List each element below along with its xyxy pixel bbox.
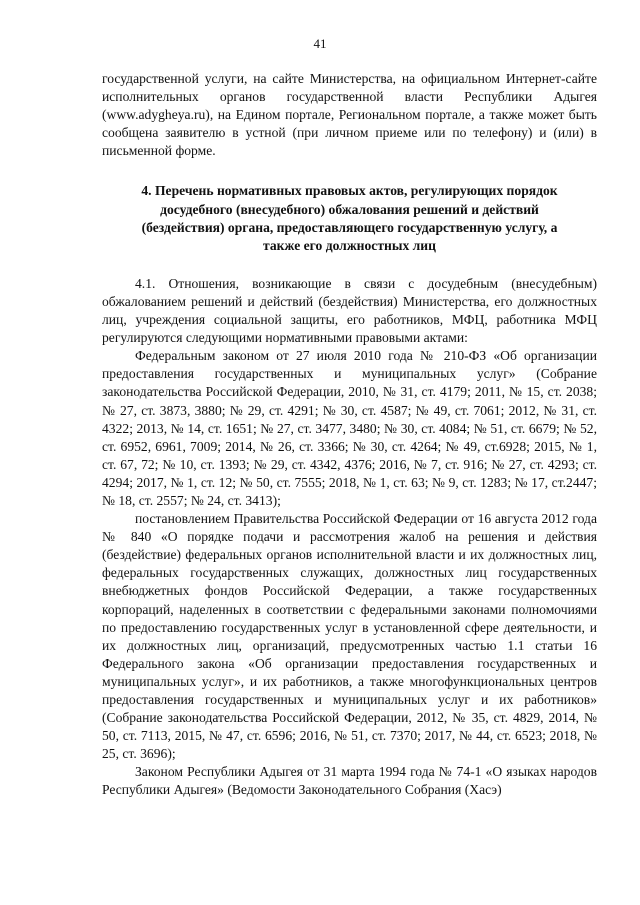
paragraph-federal-law: Федеральным законом от 27 июля 2010 года № 210-ФЗ «Об организации предоставления государственных и муниципальных услуг» (Собрание законодательства Российской Федерации, 2010, № 31, ст. 4179; 2011, № 15, ст. 2038; № 27, ст. 3873, 3880; № 29, ст. 4291; № 30, ст. 4587; № 49, ст. 7061; 2012, № 31, ст. 4322; 2013, № 14, ст. 1651; № 27, ст. 3477, 3480; № 30, ст. 4084; № 51, ст. 6679; № 52, ст. 6952, 6961, 7009; 2014, № 26, ст. 3366; № 30, ст. 4264; № 49, ст.6928; 2015, № 1, ст. 67, 72; № 10, ст. 1393; № 29, ст. 4342, 4376; 2016, № 7, ст. 916; № 27, ст. 4293; ст. 4294; 2017, № 1, ст. 12; № 50, ст. 7555; 2018, № 1, ст. 63; № 9, ст. 1283; № 17, ст.2447; № 18, ст. 2557; № 24, ст. 3413); <box>102 348 597 508</box>
document-body <box>102 70 597 800</box>
paragraph-government-decree: постановлением Правительства Российской Федерации от 16 августа 2012 года № 840 «О порядке подачи и рассмотрения жалоб на решения и действия (бездействие) федеральных органов исполнительной власти и их должностных лиц, федеральных государственных служащих, должностных лиц государственных внебюджетных фондов Российской Федерации, а также государственных корпораций, наделенных в соответствии с федеральными законами полномочиями по предоставлению государственных услуг в установленной сфере деятельности, и их должностных лиц, организаций, предусмотренных частью 1.1 статьи 16 Федерального закона «Об организации предоставления государственных и муниципальных услуг», и их работников, а также многофункциональных центров предоставления государственных и муниципальных услуг и их работников» (Собрание законодательства Российской Федерации, 2012, № 35, ст. 4829, 2014, № 50, ст. 7113, 2015, № 47, ст. 6596; 2016, № 51, ст. 7370; 2017, № 44, ст. 6523; 2018, № 25, ст. 3696); <box>102 511 597 762</box>
paragraph-4-1: 4.1. Отношения, возникающие в связи с досудебным (внесудебным) обжалованием решений и действий (бездействия) Министерства, его должностных лиц, учреждения социальной защиты, его работников, МФЦ, работника МФЦ регулируются следующими нормативными правовыми актами: <box>102 275 597 346</box>
paragraph-adygea-law: Законом Республики Адыгея от 31 марта 1994 года № 74-1 «О языках народов Республики Адыгея» (Ведомости Законодательного Собрания (Хасэ) <box>102 764 597 798</box>
page-number: 41 <box>313 36 327 51</box>
section-heading: 4. Перечень нормативных правовых актов, регулирующих порядок досудебного (внесудебного) обжалования решений и действий (бездействия) органа, предоставляющего государственную услугу, а также его должностных лиц <box>141 183 558 253</box>
paragraph-continuation: государственной услуги, на сайте Министерства, на официальном Интернет-сайте исполнительных органов государственной власти Республики Адыгея (www.adygheya.ru), на Едином портале, Региональном портале, а также может быть сообщена заявителю в устной (при личном приеме или по телефону) и (или) в письменной форме. <box>102 71 597 159</box>
